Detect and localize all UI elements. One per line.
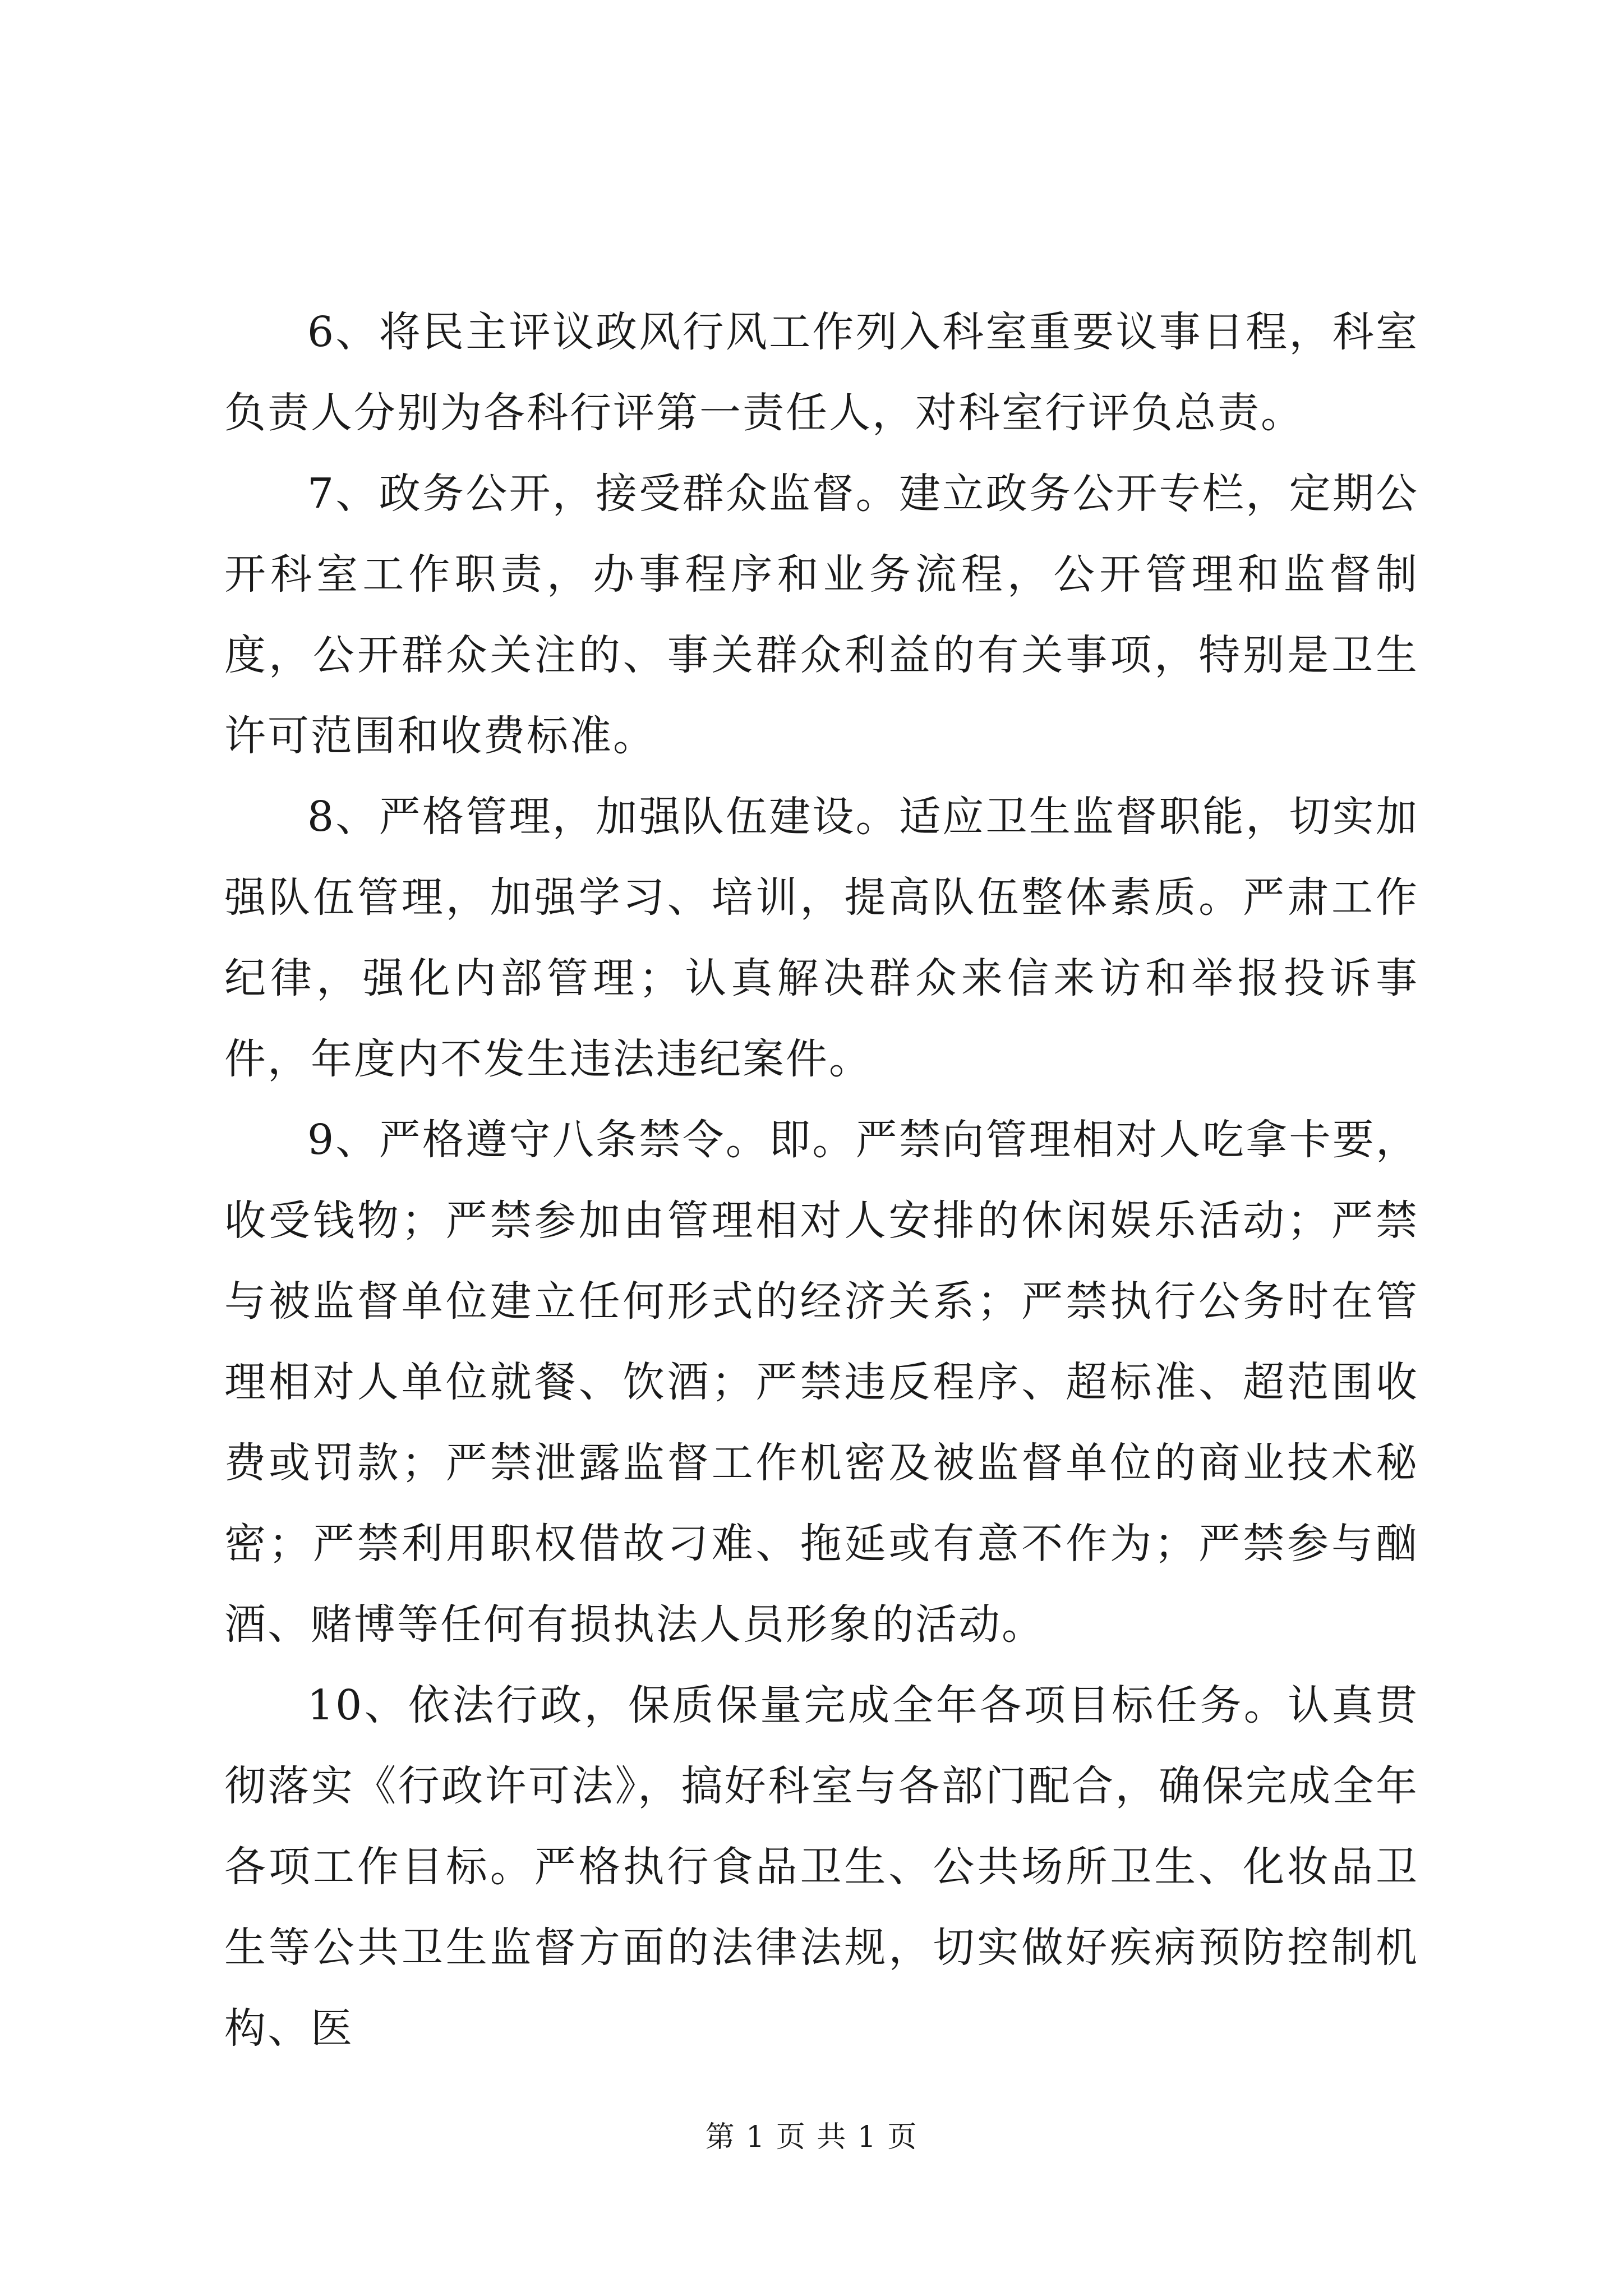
paragraph-item-6: 6、将民主评议政风行风工作列入科室重要议事日程，科室负责人分别为各科行评第一责任人，对科室行评负总责。 — [224, 308, 1419, 437]
paragraph-item-8: 8、严格管理，加强队伍建设。适应卫生监督职能，切实加强队伍管理，加强学习、培训，提高队伍整体素质。严肃工作纪律，强化内部管理；认真解决群众来信来访和举报投诉事件，年度内不发生违法违纪案件。 — [224, 793, 1419, 1083]
document-body — [224, 292, 1419, 2069]
paragraph-item-9: 9、严格遵守八条禁令。即。严禁向管理相对人吃拿卡要，收受钱物；严禁参加由管理相对人安排的休闲娱乐活动；严禁与被监督单位建立任何形式的经济关系；严禁执行公务时在管理相对人单位就餐、饮酒；严禁违反程序、超标准、超范围收费或罚款；严禁泄露监督工作机密及被监督单位的商业技术秘密；严禁利用职权借故刁难、拖延或有意不作为；严禁参与酗酒、赌博等任何有损执法人员形象的活动。 — [224, 1116, 1419, 1649]
paragraph-item-7: 7、政务公开，接受群众监督。建立政务公开专栏，定期公开科室工作职责，办事程序和业务流程，公开管理和监督制度，公开群众关注的、事关群众利益的有关事项，特别是卫生许可范围和收费标准。 — [224, 470, 1419, 760]
page-footer: 第 1 页 共 1 页 — [705, 2120, 918, 2154]
paragraph-item-10: 10、依法行政，保质保量完成全年各项目标任务。认真贯彻落实《行政许可法》，搞好科室与各部门配合，确保完成全年各项工作目标。严格执行食品卫生、公共场所卫生、化妆品卫生等公共卫生监督方面的法律法规，切实做好疾病预防控制机构、医 — [224, 1681, 1419, 2053]
